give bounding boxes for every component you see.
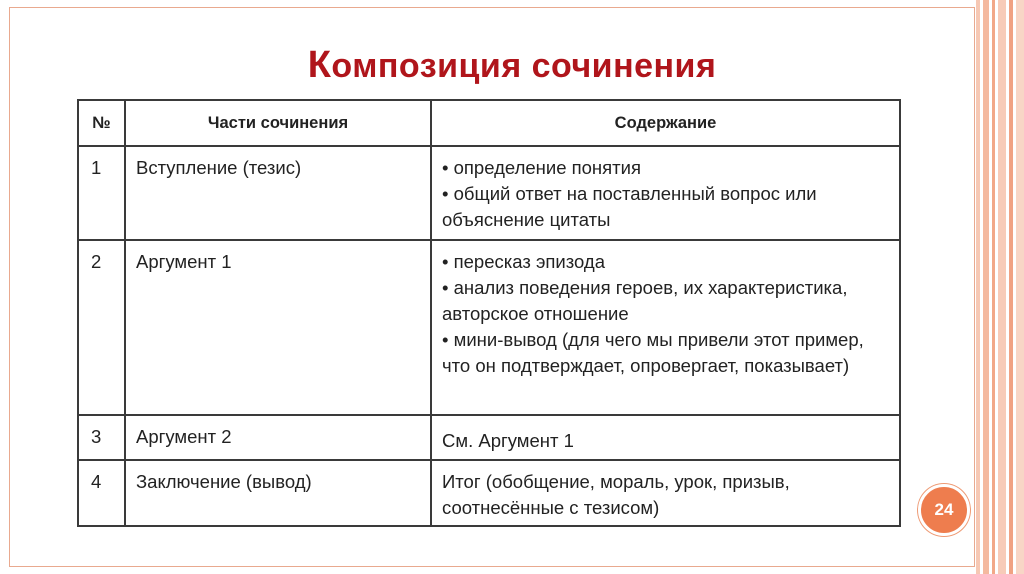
row-content	[431, 240, 900, 415]
row-part: Вступление (тезис)	[125, 146, 431, 240]
slide-title	[0, 44, 1024, 87]
content-line: • общий ответ на поставленный вопрос или объяснение цитаты	[442, 183, 817, 230]
table-row	[78, 415, 900, 460]
slide-title-first-letter: К	[307, 44, 332, 86]
row-part: Аргумент 2	[125, 415, 431, 460]
row-part: Аргумент 1	[125, 240, 431, 415]
row-number: 3	[78, 415, 125, 460]
table-row	[78, 146, 900, 240]
slide-title-rest: омпозиция сочинения	[331, 47, 717, 85]
content-line: • пересказ эпизода	[442, 251, 605, 272]
table-header-row	[78, 100, 900, 146]
row-content	[431, 415, 900, 460]
header-content: Содержание	[431, 100, 900, 146]
content-line: Итог (обобщение, мораль, урок, призыв, соотнесённые с тезисом)	[442, 471, 790, 518]
row-content	[431, 460, 900, 526]
row-part: Заключение (вывод)	[125, 460, 431, 526]
content-line: • мини-вывод (для чего мы привели этот пример, что он подтверждает, опровергает, показывает)	[442, 329, 864, 376]
content-line: См. Аргумент 1	[442, 430, 574, 451]
header-number: №	[78, 100, 125, 146]
row-number: 1	[78, 146, 125, 240]
table-row	[78, 460, 900, 526]
composition-table	[77, 99, 901, 527]
content-line: • анализ поведения героев, их характеристика, авторское отношение	[442, 277, 848, 324]
row-content	[431, 146, 900, 240]
content-line: • определение понятия	[442, 157, 641, 178]
header-parts: Части сочинения	[125, 100, 431, 146]
page-number-badge: 24	[918, 484, 970, 536]
row-number: 2	[78, 240, 125, 415]
row-number: 4	[78, 460, 125, 526]
table-row	[78, 240, 900, 415]
